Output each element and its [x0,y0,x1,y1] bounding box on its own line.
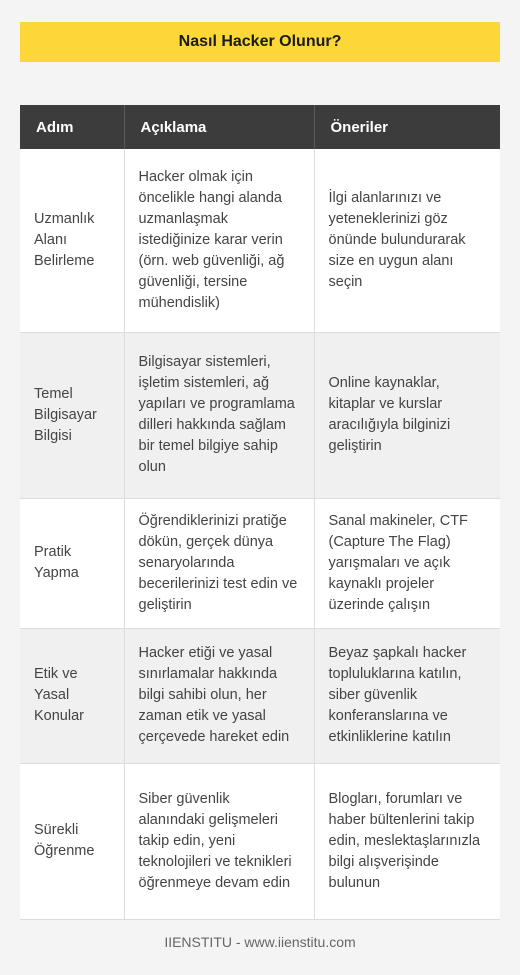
tips-cell: Blogları, forumları ve haber bültenlerini takip edin, meslektaşlarınızla bilgi alışverişinde bulunun [314,763,500,919]
step-cell: Pratik Yapma [20,498,124,628]
column-header-step: Adım [20,105,124,149]
table-row [20,628,500,763]
tips-cell: Sanal makineler, CTF (Capture The Flag) yarışmaları ve açık kaynaklı projeler üzerinde çalışın [314,498,500,628]
description-cell: Hacker etiği ve yasal sınırlamalar hakkında bilgi sahibi olun, her zaman etik ve yasal çerçevede hareket edin [124,628,314,763]
description-cell: Bilgisayar sistemleri, işletim sistemleri, ağ yapıları ve programlama dilleri hakkında sağlam bir temel bilgiye sahip olun [124,332,314,498]
table-row [20,498,500,628]
table-header-row [20,105,500,149]
tips-cell: Online kaynaklar, kitaplar ve kurslar aracılığıyla bilginizi geliştirin [314,332,500,498]
step-cell: Temel Bilgisayar Bilgisi [20,332,124,498]
column-header-tips: Öneriler [314,105,500,149]
steps-table [20,105,500,920]
description-cell: Hacker olmak için öncelikle hangi alanda uzmanlaşmak istediğinize karar verin (örn. web güvenliği, ağ güvenliği, tersine mühendislik) [124,149,314,332]
description-cell: Siber güvenlik alanındaki gelişmeleri takip edin, yeni teknolojileri ve teknikleri öğrenmeye devam edin [124,763,314,919]
tips-cell: Beyaz şapkalı hacker topluluklarına katılın, siber güvenlik konferanslarına ve etkinliklerine katılın [314,628,500,763]
title-banner [20,22,500,62]
table-row [20,332,500,498]
footer-credit: IIENSTITU - www.iienstitu.com [164,934,356,950]
step-cell: Uzmanlık Alanı Belirleme [20,149,124,332]
tips-cell: İlgi alanlarınızı ve yeteneklerinizi göz önünde bulundurarak size en uygun alanı seçin [314,149,500,332]
step-cell: Etik ve Yasal Konular [20,628,124,763]
page-title: Nasıl Hacker Olunur? [178,33,342,50]
table-row [20,149,500,332]
table-row [20,763,500,919]
step-cell: Sürekli Öğrenme [20,763,124,919]
description-cell: Öğrendiklerinizi pratiğe dökün, gerçek dünya senaryolarında becerilerinizi test edin ve geliştirin [124,498,314,628]
column-header-description: Açıklama [124,105,314,149]
